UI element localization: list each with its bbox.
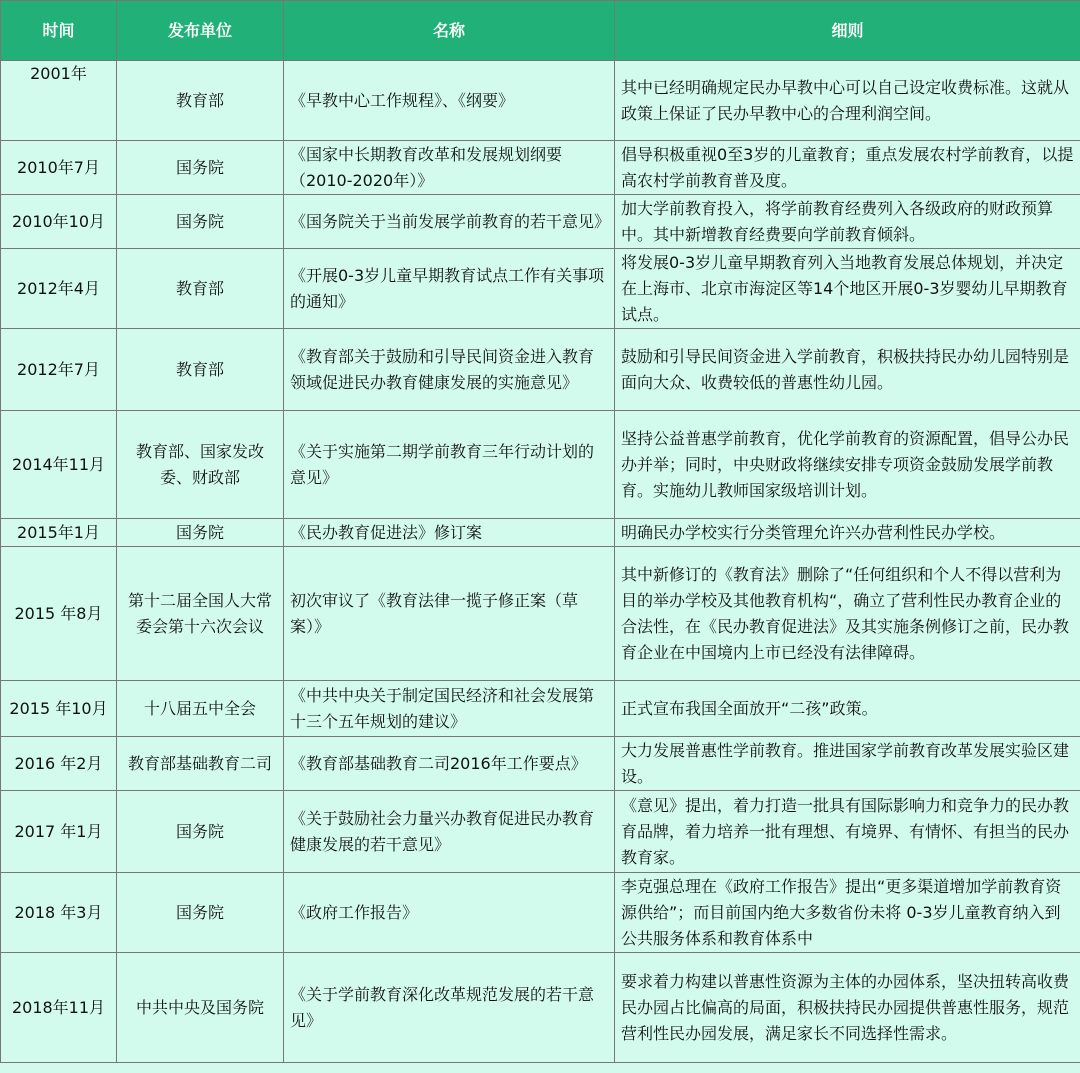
cell-name: 《国家中长期教育改革和发展规划纲要（2010-2020年）》: [284, 141, 615, 195]
header-detail: 细则: [615, 1, 1080, 61]
table-row: [1, 249, 1080, 329]
table-row: [1, 737, 1080, 791]
cell-time: 2016 年2月: [1, 737, 117, 791]
cell-name: 《关于学前教育深化改革规范发展的若干意见》: [284, 953, 615, 1063]
header-time: 时间: [1, 1, 117, 61]
cell-name: 《国务院关于当前发展学前教育的若干意见》: [284, 195, 615, 249]
cell-org: 教育部、国家发改委、财政部: [117, 411, 284, 519]
cell-name: 《教育部关于鼓励和引导民间资金进入教育领域促进民办教育健康发展的实施意见》: [284, 329, 615, 411]
table-row: [1, 329, 1080, 411]
cell-name: 《民办教育促进法》修订案: [284, 519, 615, 547]
cell-detail: 鼓励和引导民间资金进入学前教育，积极扶持民办幼儿园特别是面向大众、收费较低的普惠性幼儿园。: [615, 329, 1080, 411]
cell-org: 教育部: [117, 249, 284, 329]
table-row: [1, 873, 1080, 953]
cell-detail: 要求着力构建以普惠性资源为主体的办园体系，坚决扭转高收费民办园占比偏高的局面，积极扶持民办园提供普惠性服务，规范营利性民办园发展，满足家长不同选择性需求。: [615, 953, 1080, 1063]
table-row: [1, 519, 1080, 547]
table-row: [1, 791, 1080, 873]
cell-time: 2010年10月: [1, 195, 117, 249]
table-row: [1, 141, 1080, 195]
cell-time: 2012年4月: [1, 249, 117, 329]
cell-time: 2018年11月: [1, 953, 117, 1063]
cell-name: 《中共中央关于制定国民经济和社会发展第十三个五年规划的建议》: [284, 681, 615, 737]
cell-detail: 其中已经明确规定民办早教中心可以自己设定收费标准。这就从政策上保证了民办早教中心的合理利润空间。: [615, 61, 1080, 141]
cell-org: 国务院: [117, 141, 284, 195]
cell-name: 《开展0-3岁儿童早期教育试点工作有关事项的通知》: [284, 249, 615, 329]
cell-detail: 倡导积极重视0至3岁的儿童教育；重点发展农村学前教育，以提高农村学前教育普及度。: [615, 141, 1080, 195]
cell-detail: 李克强总理在《政府工作报告》提出“更多渠道增加学前教育资源供给”；而目前国内绝大多数省份未将 0-3岁儿童教育纳入到公共服务体系和教育体系中: [615, 873, 1080, 953]
cell-detail: 坚持公益普惠学前教育，优化学前教育的资源配置，倡导公办民办并举；同时，中央财政将继续安排专项资金鼓励发展学前教育。实施幼儿教师国家级培训计划。: [615, 411, 1080, 519]
cell-name: 《关于鼓励社会力量兴办教育促进民办教育健康发展的若干意见》: [284, 791, 615, 873]
cell-detail: 大力发展普惠性学前教育。推进国家学前教育改革发展实验区建设。: [615, 737, 1080, 791]
cell-time: 2017 年1月: [1, 791, 117, 873]
cell-org: 教育部: [117, 61, 284, 141]
cell-name: 《教育部基础教育二司2016年工作要点》: [284, 737, 615, 791]
cell-time: 2015年1月: [1, 519, 117, 547]
table-row: [1, 547, 1080, 681]
cell-org: 中共中央及国务院: [117, 953, 284, 1063]
cell-detail: 将发展0-3岁儿童早期教育列入当地教育发展总体规划，并决定在上海市、北京市海淀区等14个地区开展0-3岁婴幼儿早期教育试点。: [615, 249, 1080, 329]
table-row: [1, 953, 1080, 1063]
table-row: [1, 195, 1080, 249]
table-row: [1, 681, 1080, 737]
cell-org: 教育部基础教育二司: [117, 737, 284, 791]
cell-time: 2015 年8月: [1, 547, 117, 681]
cell-detail: 正式宣布我国全面放开“二孩”政策。: [615, 681, 1080, 737]
cell-name: 初次审议了《教育法律一揽子修正案（草案）》: [284, 547, 615, 681]
cell-org: 教育部: [117, 329, 284, 411]
cell-time: 2015 年10月: [1, 681, 117, 737]
header-row: [1, 1, 1080, 61]
header-name: 名称: [284, 1, 615, 61]
header-org: 发布单位: [117, 1, 284, 61]
cell-org: 国务院: [117, 873, 284, 953]
cell-org: 国务院: [117, 791, 284, 873]
cell-org: 国务院: [117, 519, 284, 547]
cell-detail: 明确民办学校实行分类管理允许兴办营利性民办学校。: [615, 519, 1080, 547]
cell-org: 十八届五中全会: [117, 681, 284, 737]
cell-detail: 其中新修订的《教育法》删除了“任何组织和个人不得以营利为目的举办学校及其他教育机构“，确立了营利性民办教育企业的合法性，在《民办教育促进法》及其实施条例修订之前，民办教育企业在中国境内上市已经没有法律障碍。: [615, 547, 1080, 681]
cell-org: 国务院: [117, 195, 284, 249]
cell-time: 2001年: [1, 61, 117, 141]
cell-time: 2018 年3月: [1, 873, 117, 953]
table-row: [1, 61, 1080, 141]
cell-time: 2014年11月: [1, 411, 117, 519]
cell-org: 第十二届全国人大常委会第十六次会议: [117, 547, 284, 681]
cell-time: 2012年7月: [1, 329, 117, 411]
cell-detail: 加大学前教育投入，将学前教育经费列入各级政府的财政预算中。其中新增教育经费要向学前教育倾斜。: [615, 195, 1080, 249]
cell-time: 2010年7月: [1, 141, 117, 195]
cell-name: 《政府工作报告》: [284, 873, 615, 953]
cell-name: 《早教中心工作规程》、《纲要》: [284, 61, 615, 141]
cell-detail: 《意见》提出，着力打造一批具有国际影响力和竞争力的民办教育品牌，着力培养一批有理想、有境界、有情怀、有担当的民办教育家。: [615, 791, 1080, 873]
table-row: [1, 411, 1080, 519]
cell-name: 《关于实施第二期学前教育三年行动计划的意见》: [284, 411, 615, 519]
